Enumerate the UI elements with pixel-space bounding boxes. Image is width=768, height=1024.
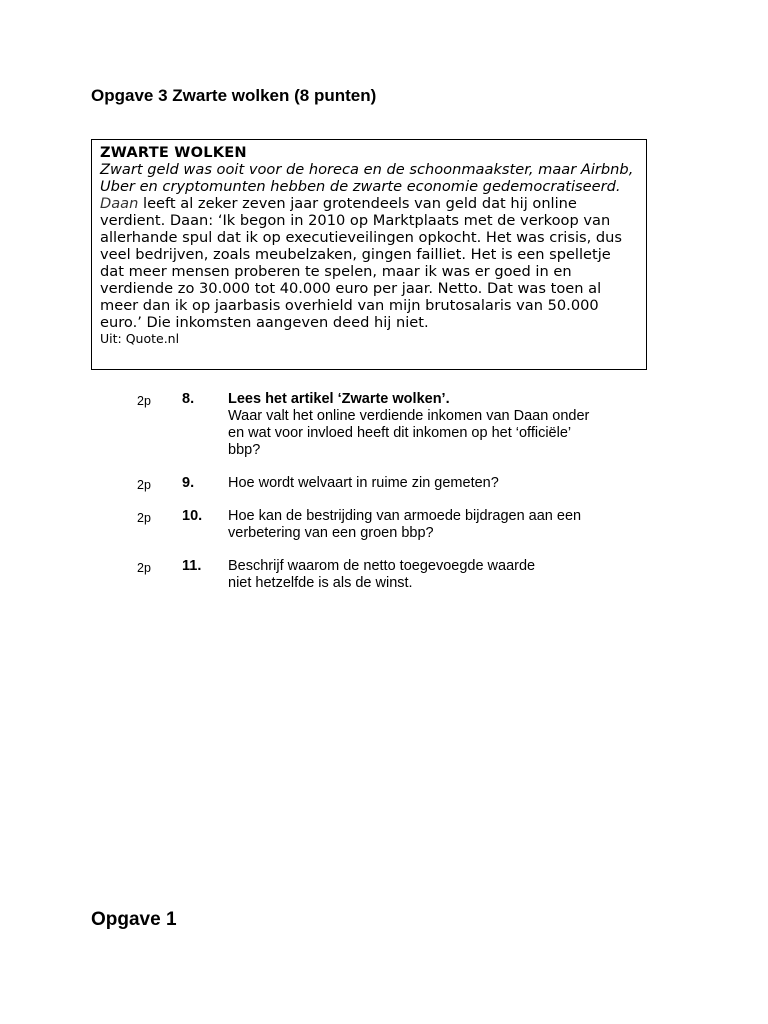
question-points: 2p [137, 561, 151, 575]
question-points: 2p [137, 478, 151, 492]
question-number: 11. [182, 558, 202, 574]
question-line: Beschrijf waarom de netto toegevoegde waarde [228, 558, 536, 574]
question-text [228, 391, 628, 459]
question-points: 2p [137, 511, 151, 525]
next-section-title: Opgave 1 [91, 909, 177, 930]
article-body-text: leeft al zeker zeven jaar grotendeels van geld dat hij online verdient. Daan: ‘Ik begon in 2010 op Marktplaats met de verkoop van allerhande spul dat ik op executieveilingen opkocht. Het was crisis, dus veel bedrijven, zoals meubelzaken, gingen failliet. Het is een spelletje dat meer mensen proberen te spelen, maar ik was er goed in en verdiende zo 30.000 tot 40.000 euro per jaar. Netto. Dat was toen al meer dan ik op jaarbasis overhield van mijn brutosalaris van 50.000 euro.’ Die inkomsten aangeven deed hij niet. [100, 195, 623, 331]
question-line: Hoe wordt welvaart in ruime zin gemeten? [228, 475, 499, 491]
question-line: Hoe kan de bestrijding van armoede bijdragen aan een [228, 508, 582, 524]
question-text [228, 508, 628, 542]
question-number: 8. [182, 391, 195, 407]
question-number: 9. [182, 475, 195, 491]
article-headline: ZWARTE WOLKEN [100, 144, 247, 161]
question-instruction: Lees het artikel ‘Zwarte wolken’. [228, 391, 450, 407]
question-number: 10. [182, 508, 203, 524]
question-points: 2p [137, 394, 151, 408]
article-body [100, 195, 638, 331]
question-text [228, 475, 628, 492]
question-line: niet hetzelfde is als de winst. [228, 575, 413, 591]
article-body-name: Daan [100, 195, 139, 212]
article-source: Uit: Quote.nl [100, 331, 180, 346]
question-text [228, 558, 628, 592]
question-line: Waar valt het online verdiende inkomen van Daan onder [228, 408, 590, 424]
article-lead: Zwart geld was ooit voor de horeca en de schoonmaakster, maar Airbnb, Uber en cryptomunten hebben de zwarte economie gedemocratiseerd. [100, 161, 634, 195]
article-box [91, 139, 647, 370]
question-line: verbetering van een groen bbp? [228, 525, 434, 541]
section-title: Opgave 3 Zwarte wolken (8 punten) [91, 86, 377, 105]
question-line: en wat voor invloed heeft dit inkomen op het ‘officiële’ [228, 425, 572, 441]
question-line: bbp? [228, 442, 261, 458]
